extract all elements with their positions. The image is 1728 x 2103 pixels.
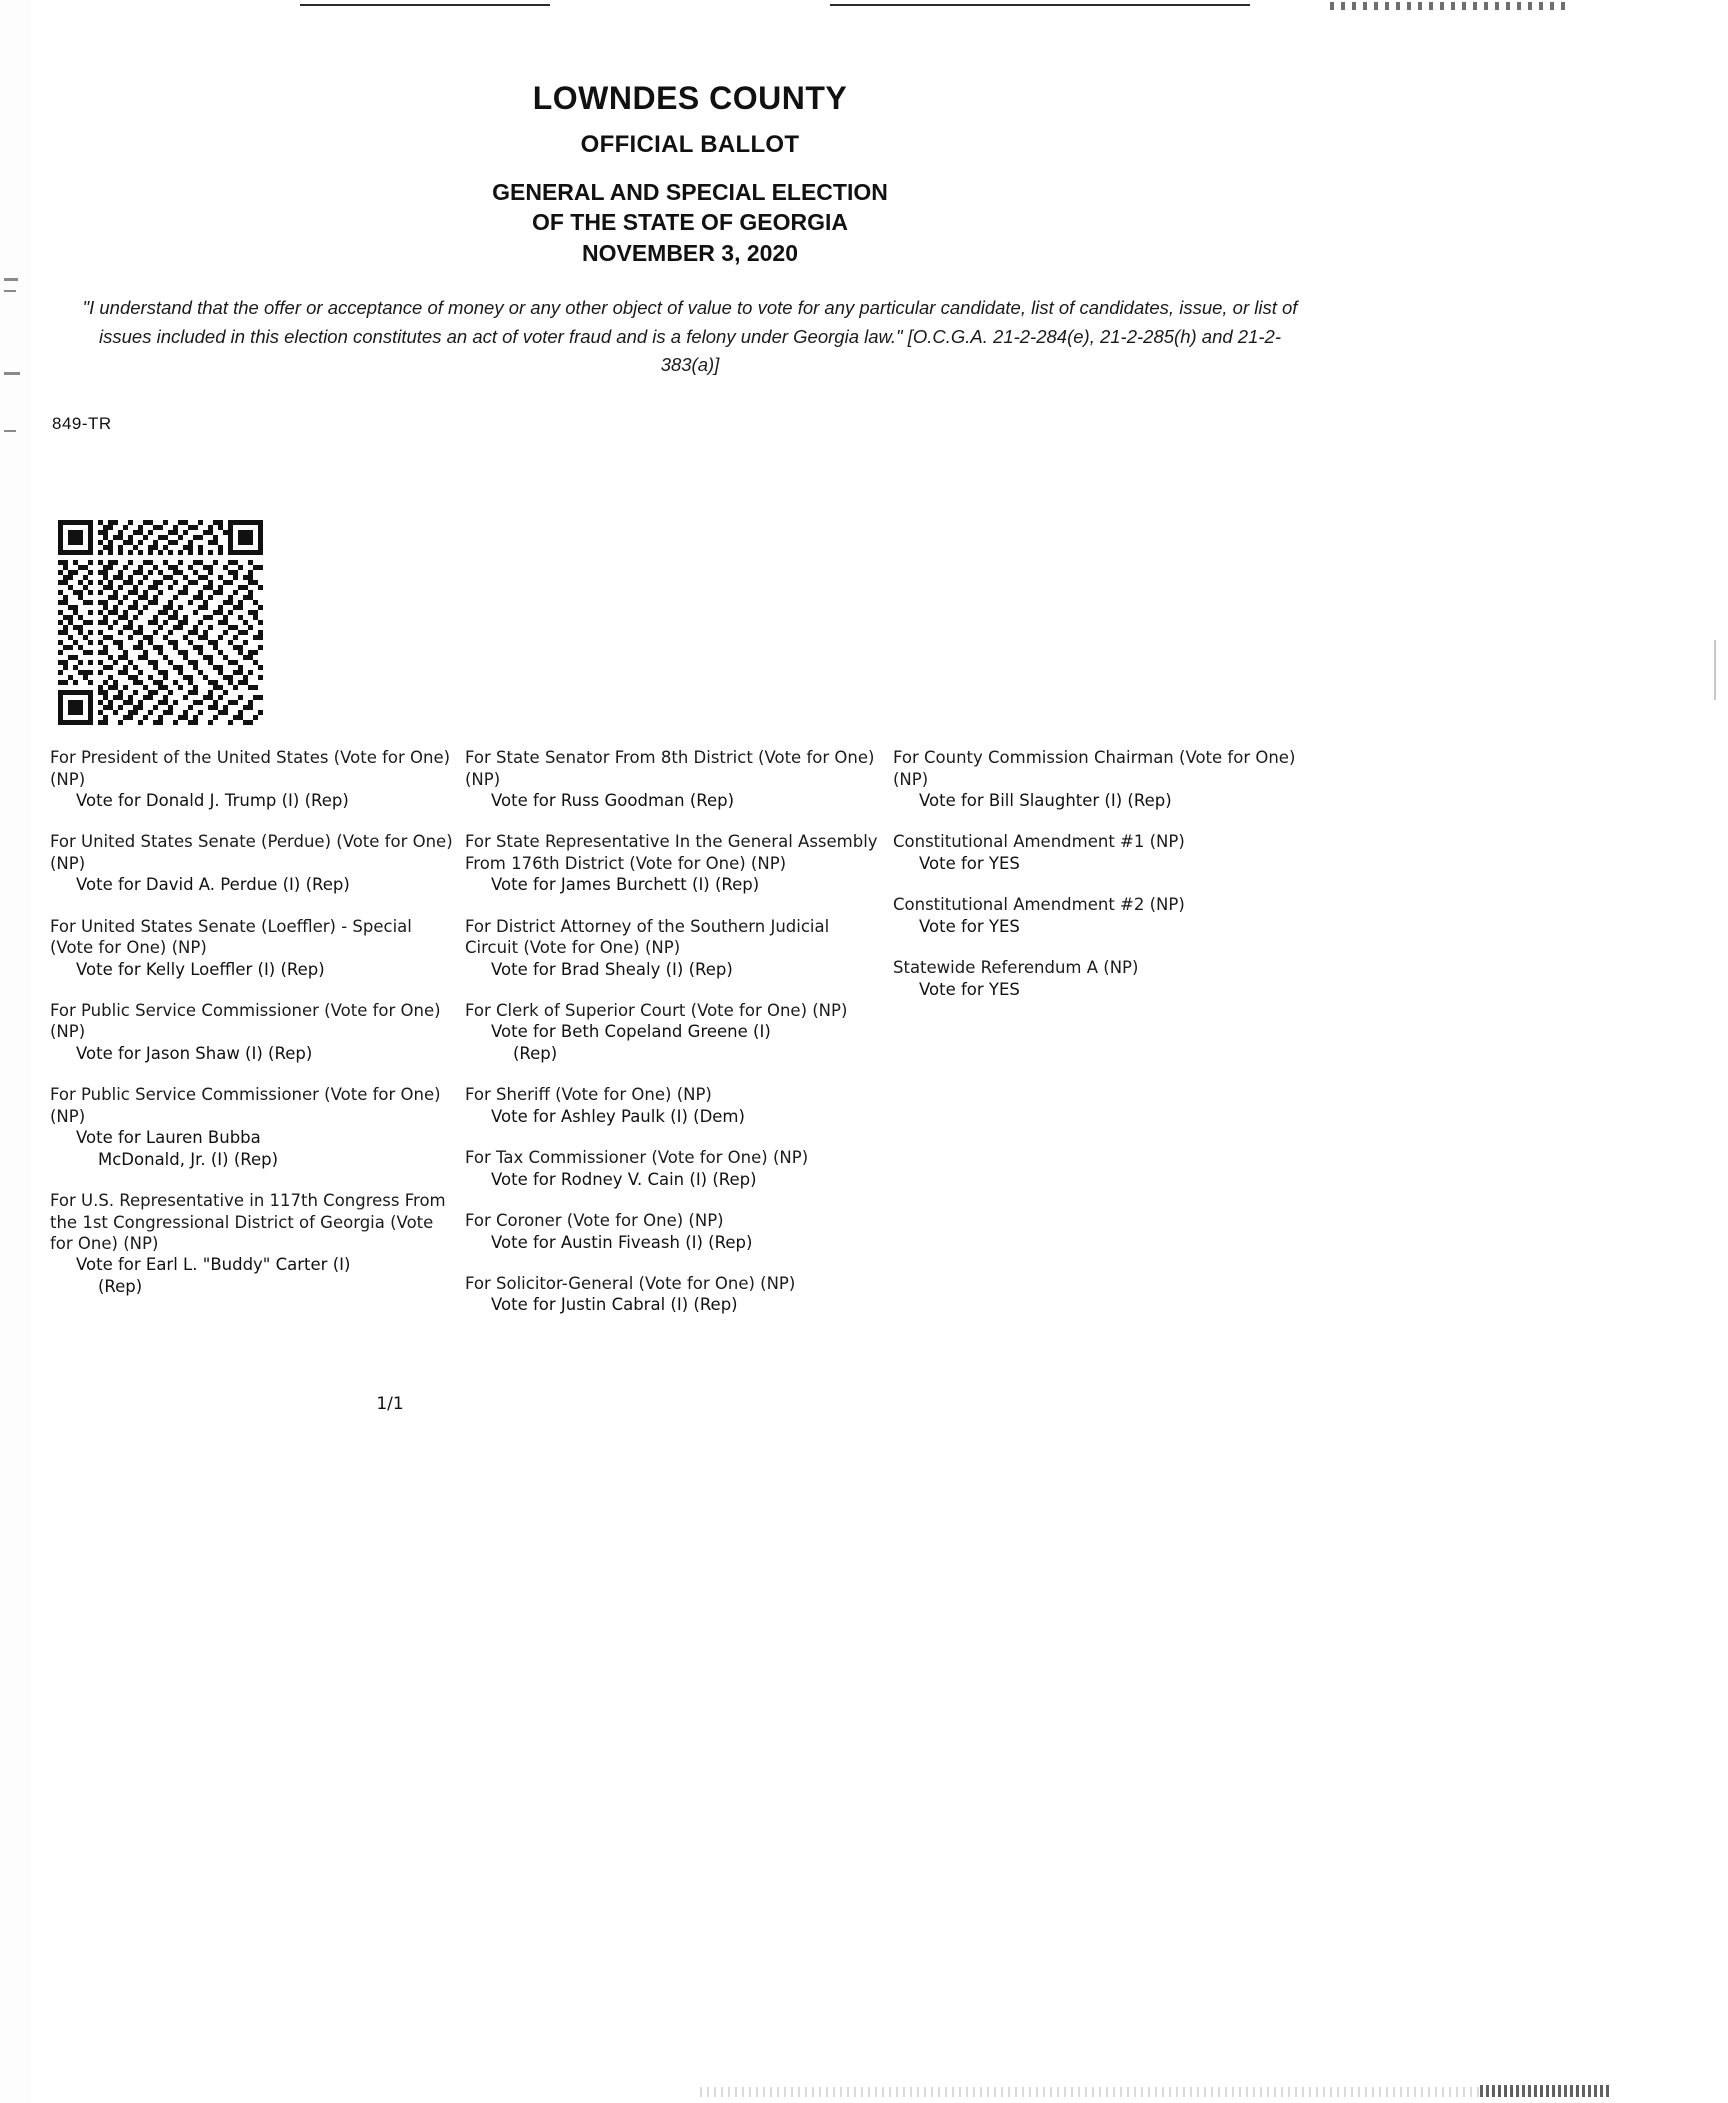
contest-selection: Vote for David A. Perdue (I) (Rep) [76,875,350,895]
contest [465,916,883,980]
scan-edge [0,0,30,2103]
contest-title: For United States Senate (Perdue) (Vote for One) (NP) [50,832,453,873]
contest-column-1 [50,747,465,1336]
contest [893,894,1313,937]
contest [50,1000,455,1064]
scan-noise-bottom [700,2087,1580,2097]
contest-selection-cont-text: (Rep) [98,1276,143,1296]
contest-title: For State Representative In the General Assembly From 176th District (Vote for One) (NP) [465,832,878,873]
contest-selection: Vote for Donald J. Trump (I) (Rep) [76,790,349,810]
contest-selection: Vote for James Burchett (I) (Rep) [491,875,760,895]
contest-selection: Vote for YES [919,979,1020,999]
contest-title: For Coroner (Vote for One) (NP) [465,1211,724,1231]
scan-tick [4,278,18,281]
contest-selection: Vote for Earl L. "Buddy" Carter (I) [76,1255,351,1275]
scan-noise-top [1330,2,1570,10]
contest [465,747,883,811]
contest [465,831,883,895]
contest-title: Statewide Referendum A (NP) [893,958,1139,978]
contest [50,916,455,980]
election-date: NOVEMBER 3, 2020 [581,239,799,266]
contest-column-2 [465,747,893,1336]
ballot-content [50,80,1330,1414]
contest-title: Constitutional Amendment #2 (NP) [893,895,1185,915]
contest-selection: Vote for Jason Shaw (I) (Rep) [76,1043,313,1063]
contest-selection: Vote for YES [919,853,1020,873]
election-heading-line-2: OF THE STATE OF GEORGIA [531,209,849,236]
contest-selection: Vote for Lauren Bubba [76,1128,261,1148]
contest-title: For U.S. Representative in 117th Congress From the 1st Congressional District of Georgia (Vote for One) (NP) [50,1191,446,1253]
contest [50,1084,455,1170]
contest-title: For Tax Commissioner (Vote for One) (NP) [465,1148,809,1168]
contest-title: For County Commission Chairman (Vote for One) (NP) [893,748,1296,789]
contest [50,747,455,811]
contest [465,1147,883,1190]
contest-selection: Vote for Justin Cabral (I) (Rep) [491,1295,738,1315]
contest [50,1190,455,1297]
contest-title: For Public Service Commissioner (Vote for One) (NP) [50,1001,441,1042]
page-number: 1/1 [376,1393,404,1414]
scan-tick [4,430,16,432]
contest [893,831,1313,874]
scan-top-line-2 [830,4,1250,6]
contest [465,1273,883,1316]
contest-selection-cont [50,1149,455,1170]
contest-title: For Sheriff (Vote for One) (NP) [465,1085,712,1105]
contest-selection: Vote for Russ Goodman (Rep) [491,790,735,810]
contest [465,1084,883,1127]
contest-selection: Vote for YES [919,916,1020,936]
contest-selection: Vote for Bill Slaughter (I) (Rep) [919,790,1172,810]
contest-columns [50,747,1330,1336]
contest [893,747,1313,811]
contest-selection: Vote for Ashley Paulk (I) (Dem) [491,1106,745,1126]
ballot-style-id: 849-TR [52,414,112,434]
page-title: LOWNDES COUNTY [532,80,848,116]
election-heading [50,177,1330,268]
contest-title: For President of the United States (Vote for One) (NP) [50,748,451,789]
scan-right-rule [1714,640,1716,700]
contest-title: For Clerk of Superior Court (Vote for One) (NP) [465,1001,848,1021]
contest-selection: Vote for Rodney V. Cain (I) (Rep) [491,1169,757,1189]
contest-selection-cont-text: (Rep) [513,1043,558,1063]
contest [465,1000,883,1064]
contest [893,957,1313,1000]
scan-noise-bottom-right [1480,2085,1610,2097]
contest-selection-cont-text: McDonald, Jr. (I) (Rep) [98,1149,279,1169]
ballot-qr-code [54,520,267,725]
contest-title: For State Senator From 8th District (Vote for One) (NP) [465,748,875,789]
scan-top-line [300,4,550,6]
contest-selection: Vote for Brad Shealy (I) (Rep) [491,959,733,979]
voter-fraud-oath: "I understand that the offer or acceptance of money or any other object of value to vote for any particular candidate, list of candidates, issue, or list of issues included in this election constitutes an act of voter fraud and is a felony under Georgia law." [O.C.G.A. 21-2-284(e), 21-2-285(h) and 21-2-383(a)] [82,297,1298,376]
scan-tick [4,290,16,292]
contest-title: Constitutional Amendment #1 (NP) [893,832,1185,852]
contest-selection-cont [50,1276,455,1297]
contest-selection: Vote for Austin Fiveash (I) (Rep) [491,1232,753,1252]
contest-selection: Vote for Kelly Loeffler (I) (Rep) [76,959,325,979]
contest-column-3 [893,747,1313,1336]
contest-title: For Solicitor-General (Vote for One) (NP) [465,1273,796,1293]
contest-title: For District Attorney of the Southern Judicial Circuit (Vote for One) (NP) [465,916,830,958]
contest-selection: Vote for Beth Copeland Greene (I) [491,1022,771,1042]
contest [465,1210,883,1253]
official-ballot-label: OFFICIAL BALLOT [580,131,800,158]
contest-title: For United States Senate (Loeffler) - Special (Vote for One) (NP) [50,916,412,958]
contest-selection-cont [465,1043,883,1064]
election-heading-line-1: GENERAL AND SPECIAL ELECTION [492,179,888,205]
contest-title: For Public Service Commissioner (Vote for One) (NP) [50,1085,441,1126]
contest [50,831,455,895]
scan-tick [4,372,20,375]
